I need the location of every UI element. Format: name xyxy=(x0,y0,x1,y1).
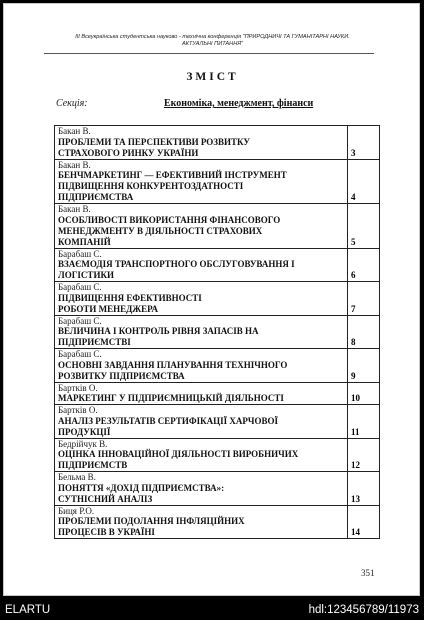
entry-page-number: 5 xyxy=(348,204,380,249)
entry-title: МАРКЕТИНГ У ПІДПРИЄМНИЦЬКІЙ ДІЯЛЬНОСТІ xyxy=(58,393,284,403)
entry-cell xyxy=(55,505,348,539)
entry-cell xyxy=(55,405,348,439)
contents-row xyxy=(55,505,380,539)
header-line-2: АКТУАЛЬНІ ПИТАННЯ" xyxy=(181,41,244,47)
page-title: ЗМІСТ xyxy=(186,71,239,83)
entry-cell xyxy=(55,382,348,405)
entry-cell xyxy=(55,126,348,160)
entry-author: Бакан В. xyxy=(58,159,91,170)
entry-page-number: 10 xyxy=(348,382,380,405)
entry-author: Бартків О. xyxy=(58,382,98,393)
entry-cell xyxy=(55,282,348,316)
entry-cell xyxy=(55,204,348,249)
entry-page-number: 7 xyxy=(348,282,380,316)
section-name: Економіка, менеджмент, фінанси xyxy=(164,98,314,109)
entry-author: Бартків О. xyxy=(58,405,98,415)
entry-author: Барабаш С. xyxy=(58,349,102,359)
footer-repository-name: ELARTU xyxy=(5,604,51,616)
entry-author: Бакан В. xyxy=(58,204,91,214)
entry-title: ПОНЯТТЯ «ДОХІД ПІДПРИЄМСТВА»: СУТНІСНИЙ АНАЛІЗ xyxy=(58,482,225,504)
contents-row xyxy=(55,204,380,249)
entry-title: ВЗАЄМОДІЯ ТРАНСПОРТНОГО ОБСЛУГОВУВАННЯ І ЛОГІСТИКИ xyxy=(58,259,295,280)
entry-cell xyxy=(55,159,348,204)
entry-title: АНАЛІЗ РЕЗУЛЬТАТІВ СЕРТИФІКАЦІЇ ХАРЧОВОЇ ПРОДУКЦІЇ xyxy=(58,415,278,437)
entry-author: Биця Р.О. xyxy=(58,505,95,516)
entry-cell xyxy=(55,248,348,282)
entry-cell xyxy=(55,472,348,506)
entry-title: ПІДВИЩЕННЯ ЕФЕКТИВНОСТІ РОБОТИ МЕНЕДЖЕРА xyxy=(58,292,202,314)
entry-title: ОЦІНКА ІННОВАЦІЙНОЇ ДІЯЛЬНОСТІ ВИРОБНИЧИХ ПІДПРИЄМСТВ xyxy=(58,449,299,470)
entry-page-number: 4 xyxy=(348,159,380,204)
entry-cell xyxy=(55,315,348,349)
entry-cell xyxy=(55,438,348,472)
entry-title: БЕНЧМАРКЕТИНГ — ЕФЕКТИВНИЙ ІНСТРУМЕНТ ПІДВИЩЕННЯ КОНКУРЕНТОЗДАТНОСТІ ПІДПРИЄМСТВА xyxy=(58,170,287,202)
contents-row xyxy=(55,159,380,204)
entry-title: ПРОБЛЕМИ ПОДОЛАННЯ ІНФЛЯЦІЙНИХ ПРОЦЕСІВ В УКРАЇНІ xyxy=(58,516,245,537)
header-divider xyxy=(44,53,374,54)
entry-title: ПРОБЛЕМИ ТА ПЕРСПЕКТИВИ РОЗВИТКУ СТРАХОВОГО РИНКУ УКРАЇНИ xyxy=(58,136,250,158)
entry-author: Барабаш С. xyxy=(58,248,102,259)
entry-cell xyxy=(55,349,348,383)
entry-page-number: 11 xyxy=(348,405,380,439)
contents-row xyxy=(55,382,380,405)
entry-author: Бедрійчук В. xyxy=(58,438,108,449)
entry-author: Бельма В. xyxy=(58,472,96,482)
contents-table xyxy=(54,125,380,539)
entry-author: Барабаш С. xyxy=(58,282,102,292)
contents-row xyxy=(55,248,380,282)
contents-row xyxy=(55,472,380,506)
contents-row xyxy=(55,315,380,349)
header-line-1: III Всеукраїнська студентська науково - технічна конференція "ПРИРОДНИЧІ ТА ГУМАНІТАРНІ НАУКИ. xyxy=(75,34,350,40)
entry-page-number: 6 xyxy=(348,248,380,282)
conference-header xyxy=(4,34,421,48)
contents-row xyxy=(55,405,380,439)
entry-page-number: 3 xyxy=(348,126,380,160)
contents-row xyxy=(55,349,380,383)
contents-row xyxy=(55,438,380,472)
page-number: 351 xyxy=(361,568,375,578)
entry-title: ОСОБЛИВОСТІ ВИКОРИСТАННЯ ФІНАНСОВОГО МЕНЕДЖМЕНТУ В ДІЯЛЬНОСТІ СТРАХОВИХ КОМПАНІЙ xyxy=(58,214,281,247)
entry-title: ОСНОВНІ ЗАВДАННЯ ПЛАНУВАННЯ ТЕХНІЧНОГО РОЗВИТКУ ПІДПРИЄМСТВА xyxy=(58,359,288,381)
entry-page-number: 13 xyxy=(348,472,380,506)
entry-page-number: 14 xyxy=(348,505,380,539)
contents-row xyxy=(55,282,380,316)
entry-page-number: 9 xyxy=(348,349,380,383)
contents-row xyxy=(55,126,380,160)
entry-author: Бакан В. xyxy=(58,126,91,136)
footer-handle: hdl:123456789/11973 xyxy=(308,604,419,616)
entry-title: ВЕЛИЧИНА І КОНТРОЛЬ РІВНЯ ЗАПАСІВ НА ПІДПРИЄМСТВІ xyxy=(58,326,259,347)
entry-author: Барабаш С. xyxy=(58,315,102,326)
section-label: Секція: xyxy=(56,98,88,109)
entry-page-number: 12 xyxy=(348,438,380,472)
document-page xyxy=(3,3,420,596)
entry-page-number: 8 xyxy=(348,315,380,349)
